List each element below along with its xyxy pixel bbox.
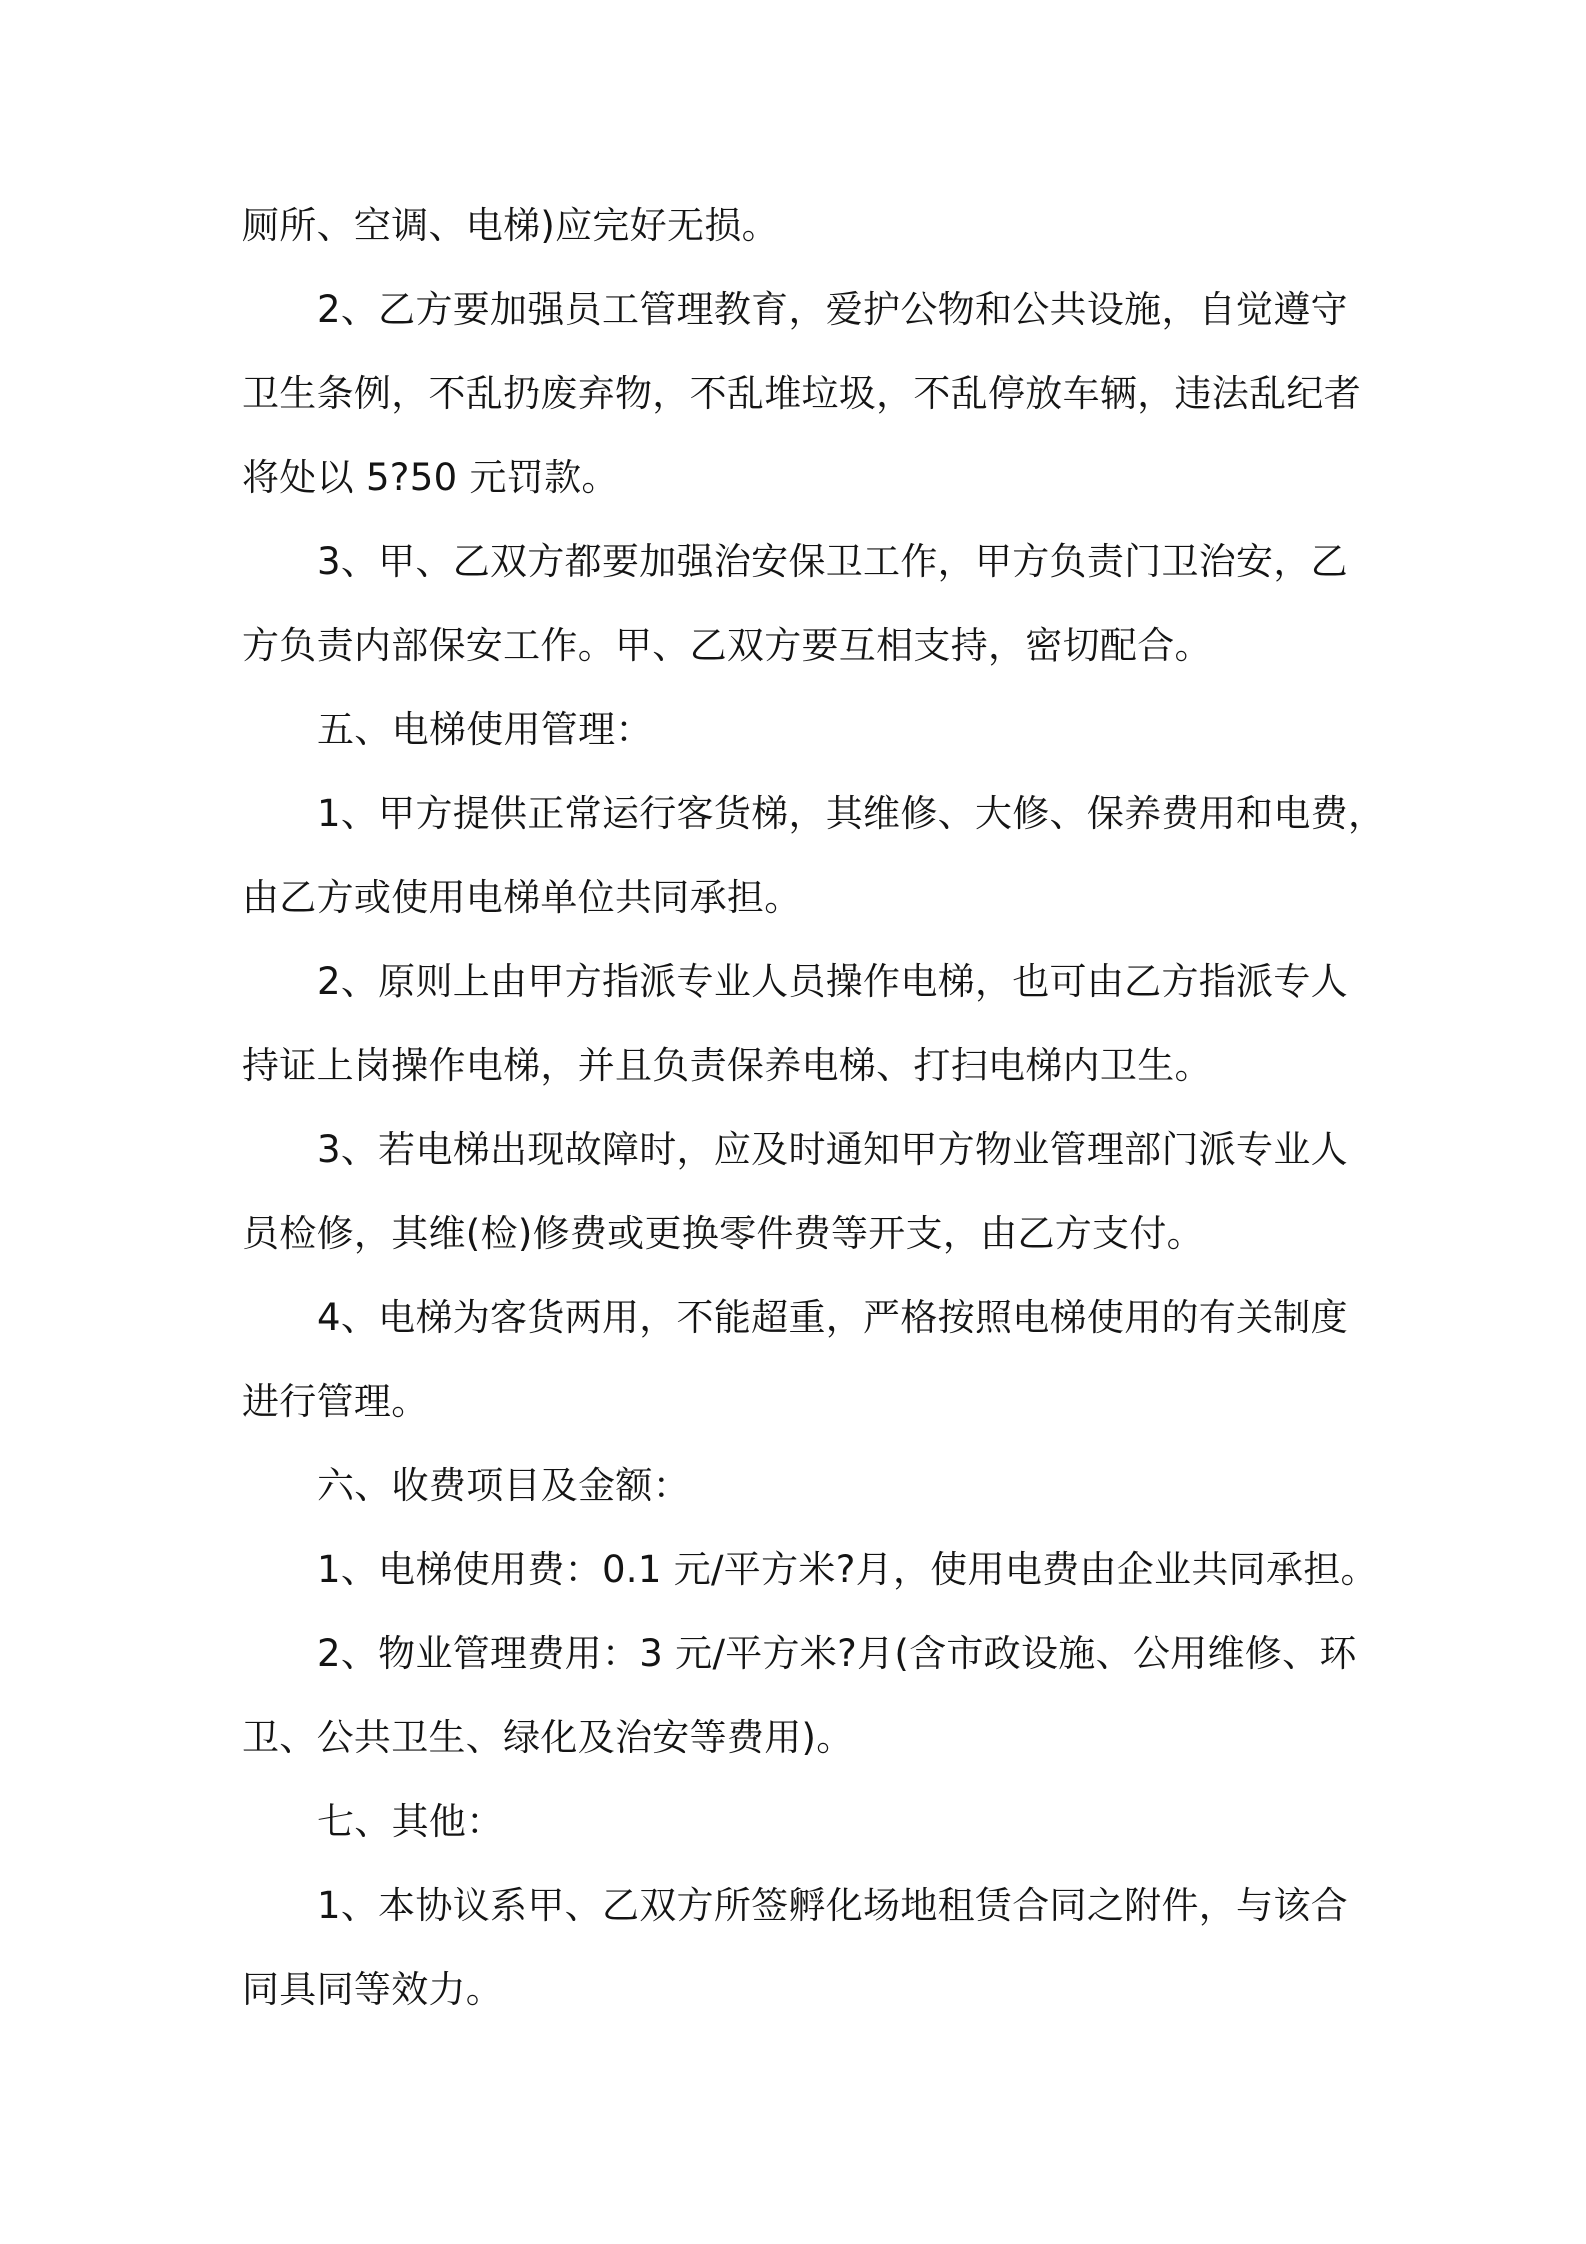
text-line: 员检修，其维(检)修费或更换零件费等开支，由乙方支付。 [242,1212,1204,1255]
section-heading: 五、电梯使用管理： [317,708,653,751]
section-heading: 七、其他： [317,1800,504,1843]
text-line: 卫生条例，不乱扔废弃物，不乱堆垃圾，不乱停放车辆，违法乱纪者 [242,372,1361,415]
paragraph-item-2-staff-management [242,268,1372,520]
section-heading-other [242,1780,1372,1864]
text-line: 4、电梯为客货两用，不能超重，严格按照电梯使用的有关制度 [317,1296,1348,1339]
text-line: 由乙方或使用电梯单位共同承担。 [242,876,802,919]
text-line: 1、电梯使用费：0.1 元/平方米?月，使用电费由企业共同承担。 [317,1548,1378,1591]
paragraph-elevator-item-2 [242,940,1372,1108]
text-line: 将处以 5?50 元罚款。 [242,456,619,499]
paragraph-fee-item-2 [242,1612,1372,1780]
paragraph-other-item-1 [242,1864,1372,2032]
text-line: 2、原则上由甲方指派专业人员操作电梯，也可由乙方指派专人 [317,960,1348,1003]
text-line: 卫、公共卫生、绿化及治安等费用)。 [242,1716,854,1759]
text-line: 3、若电梯出现故障时，应及时通知甲方物业管理部门派专业人 [317,1128,1348,1171]
text-line: 进行管理。 [242,1380,429,1423]
text-line: 2、物业管理费用：3 元/平方米?月(含市政设施、公用维修、环 [317,1632,1357,1675]
paragraph-elevator-item-1 [242,772,1386,940]
text-line: 2、乙方要加强员工管理教育，爱护公物和公共设施，自觉遵守 [317,288,1348,331]
document-body [242,184,1386,2032]
text-line: 3、甲、乙双方都要加强治安保卫工作，甲方负责门卫治安，乙 [317,540,1348,583]
text-line: 1、甲方提供正常运行客货梯，其维修、大修、保养费用和电费， [317,792,1386,835]
paragraph-elevator-item-3 [242,1108,1372,1276]
text-line: 1、本协议系甲、乙双方所签孵化场地租赁合同之附件，与该合 [317,1884,1348,1927]
text-line: 同具同等效力。 [242,1968,504,2011]
paragraph-item-3-security [242,520,1372,688]
text-line: 厕所、空调、电梯)应完好无损。 [242,204,779,247]
section-heading-fees [242,1444,1372,1528]
text-line: 方负责内部保安工作。甲、乙双方要互相支持，密切配合。 [242,624,1212,667]
text-line: 持证上岗操作电梯，并且负责保养电梯、打扫电梯内卫生。 [242,1044,1212,1087]
paragraph-fee-item-1 [242,1528,1378,1612]
paragraph-continuation [242,184,1372,268]
section-heading: 六、收费项目及金额： [317,1464,690,1507]
section-heading-elevator [242,688,1372,772]
paragraph-elevator-item-4 [242,1276,1372,1444]
